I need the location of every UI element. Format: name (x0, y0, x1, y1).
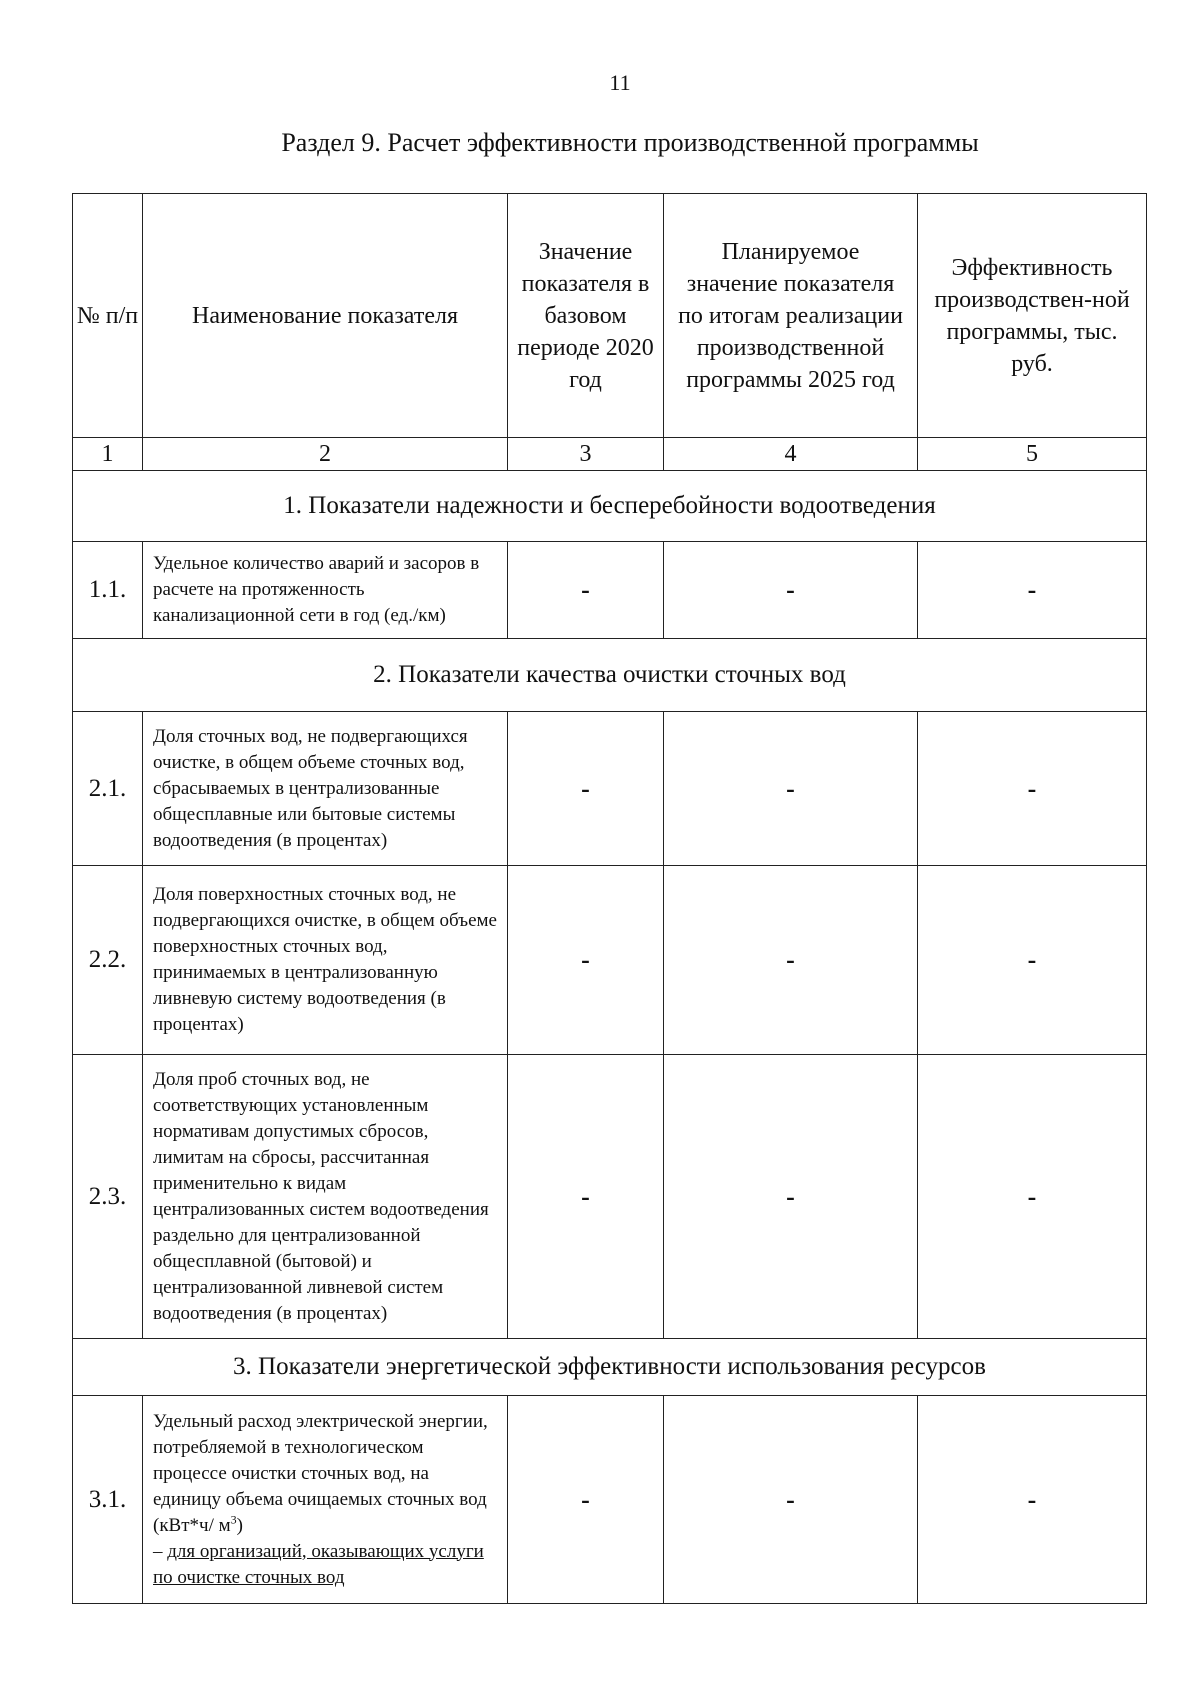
row-value-efficiency: - (918, 712, 1147, 866)
row-name-main: Удельный расход электрической энергии, потребляемой в технологическом процессе очистки сточных вод, на единицу объема очищаемых сточных вод (кВт*ч/ м (153, 1410, 488, 1536)
header-col-planned-label: Планируемое значение показателя по итогам реализации производственной программы 2025 год (678, 238, 903, 393)
row-name-close: ) (236, 1514, 243, 1536)
page-number: 11 (609, 70, 631, 95)
table-row (73, 1396, 1147, 1604)
section-header-row (73, 639, 1147, 712)
section-header-row (73, 471, 1147, 542)
row-value-efficiency: - (918, 1055, 1147, 1339)
section-title: 3. Показатели энергетической эффективности использования ресурсов (73, 1339, 1147, 1396)
row-value-planned: - (664, 712, 918, 866)
row-value-efficiency: - (918, 542, 1147, 639)
row-value-base: - (508, 1396, 664, 1604)
header-col-name-label: Наименование показателя (192, 302, 458, 329)
efficiency-table (72, 193, 1147, 1604)
row-value-planned: - (664, 866, 918, 1055)
row-value-base: - (508, 866, 664, 1055)
header-col-base (508, 194, 664, 438)
row-value-planned: - (664, 1055, 918, 1339)
row-value-efficiency: - (918, 866, 1147, 1055)
section-title: 1. Показатели надежности и бесперебойности водоотведения (73, 471, 1147, 542)
section-header-row (73, 1339, 1147, 1396)
row-value-base: - (508, 1055, 664, 1339)
row-value-planned: - (664, 542, 918, 639)
page-title: Раздел 9. Расчет эффективности производственной программы (281, 128, 979, 157)
table-row (73, 866, 1147, 1055)
column-number: 5 (918, 438, 1147, 471)
row-name: Доля проб сточных вод, не соответствующих установленным нормативам допустимых сбросов, лимитам на сбросы, рассчитанная применительно к видам централизованных систем водоотведения раздельно для централизованной общесплавной (бытовой) и централизованной ливневой систем водоотведения (в процентах) (143, 1055, 508, 1339)
row-index: 1.1. (73, 542, 143, 639)
row-name (143, 1396, 508, 1604)
row-index: 2.2. (73, 866, 143, 1055)
column-number: 2 (143, 438, 508, 471)
row-value-efficiency: - (918, 1396, 1147, 1604)
header-col-efficiency (918, 194, 1147, 438)
row-value-base: - (508, 712, 664, 866)
row-name-dash: – (153, 1540, 168, 1562)
header-col-planned (664, 194, 918, 438)
column-number-row (73, 438, 1147, 471)
row-name: Доля сточных вод, не подвергающихся очистке, в общем объеме сточных вод, сбрасываемых в централизованные общесплавные или бытовые системы водоотведения (в процентах) (143, 712, 508, 866)
table-row (73, 1055, 1147, 1339)
header-col-index-label: № п/п (76, 302, 139, 329)
column-number: 1 (73, 438, 143, 471)
row-value-planned: - (664, 1396, 918, 1604)
table-row (73, 712, 1147, 866)
column-number: 3 (508, 438, 664, 471)
section-title: 2. Показатели качества очистки сточных вод (73, 639, 1147, 712)
row-name: Удельное количество аварий и засоров в расчете на протяженность канализационной сети в год (ед./км) (143, 542, 508, 639)
row-value-base: - (508, 542, 664, 639)
row-name: Доля поверхностных сточных вод, не подвергающихся очистке, в общем объеме поверхностных сточных вод, принимаемых в централизованную ливневую систему водоотведения (в процентах) (143, 866, 508, 1055)
row-index: 2.1. (73, 712, 143, 866)
row-name-superscript: 3 (230, 1512, 237, 1527)
row-index: 3.1. (73, 1396, 143, 1604)
row-index: 2.3. (73, 1055, 143, 1339)
header-col-name (143, 194, 508, 438)
header-col-efficiency-label: Эффективность производствен-ной программы, тыс. руб. (934, 254, 1130, 377)
header-col-base-label: Значение показателя в базовом периоде 2020 год (517, 238, 654, 393)
header-col-index (73, 194, 143, 438)
header-row (73, 194, 1147, 438)
column-number: 4 (664, 438, 918, 471)
row-name-note: для организаций, оказывающих услуги по очистке сточных вод (153, 1540, 484, 1588)
table-row (73, 542, 1147, 639)
